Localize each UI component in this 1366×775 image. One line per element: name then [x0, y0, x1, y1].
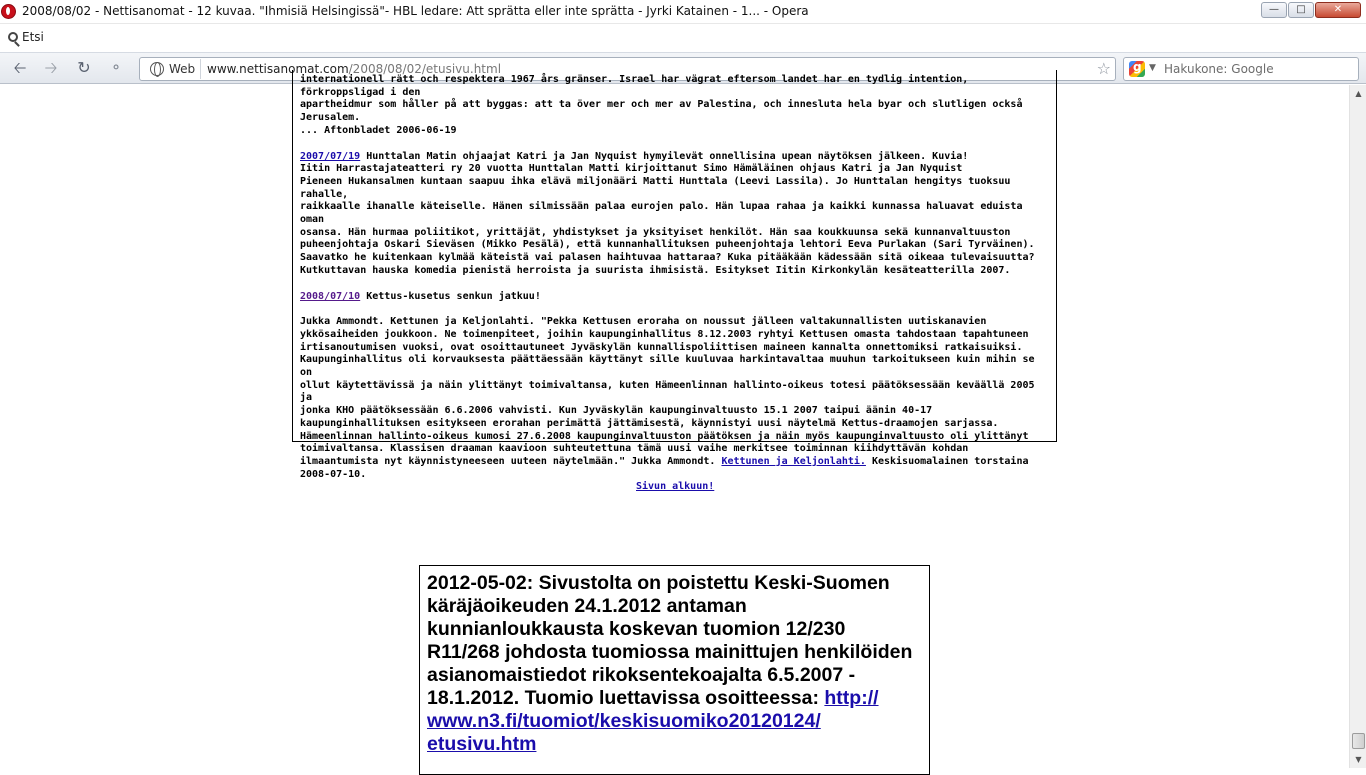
scrollbar-thumb[interactable] [1352, 733, 1365, 749]
url-path: /2008/08/02/etusivu.html [348, 62, 502, 76]
text-line: ykkösaiheiden joukkoon. Ne toimenpiteet, joihin kaupunginhallitus 8.12.2003 ryhtyi Kettusen omasta tahdostaan tapahtuneen [300, 328, 1029, 340]
text-segment: Keskisuomalainen torstaina [865, 455, 1029, 467]
search-menu-label: Etsi [22, 30, 44, 44]
window-titlebar [0, 0, 1366, 24]
chevron-down-icon[interactable]: ▼ [1149, 63, 1156, 73]
text-line: puheenjohtaja Oskari Sieväsen (Mikko Pesälä), että kunnanhallituksen puheenjohtaja lehtori Eeva Purlakan (Sari Tyrväinen). [300, 239, 1035, 251]
opera-logo-icon[interactable] [1, 4, 16, 19]
text-line: 2008-07-10. [300, 468, 367, 480]
news-entry [300, 291, 1048, 304]
text-line: ollut käytettävissä ja näin ylittänyt toimivaltansa, kuten Hämeenlinnan hallinto-oikeus totesi päätöksessään keväällä 2005 ja [300, 379, 1035, 404]
text-line: Pieneen Hukansalmen kuntaan saapuu ihka elävä miljonääri Matti Hunttala (Leevi Lassila). Jo Hunttalan hengitys tuoksuu rahalle, [300, 175, 1011, 200]
text-line [300, 456, 1048, 469]
scroll-up-icon[interactable]: ▲ [1355, 89, 1362, 98]
window-title: 2008/08/02 - Nettisanomat - 12 kuvaa. "Ihmisiä Helsingissä"- HBL ledare: Att sprätta eller inte sprätta - Jyrki Katainen - 1... - Opera [22, 4, 809, 18]
news-box [292, 70, 1057, 480]
text-line: apartheidmur som håller på att byggas: att ta över mer och mer av Palestina, och innesluta hela byar och slutligen också [300, 99, 1023, 111]
text-segment: ilmaantumista nyt käynnistyneeseen uuteen näytelmään." Jukka Ammondt. [300, 455, 722, 467]
text-line: toimivaltansa. Klassisen draaman kaavioon suhteutettuna tämä uusi vaihe merkitsee toiminnan kiihdyttävän kohdan [300, 443, 969, 455]
text-line: ... Aftonbladet 2006-06-19 [300, 124, 457, 136]
reload-icon[interactable]: ↻ [77, 58, 91, 77]
site-info-label: Web [169, 62, 196, 76]
news-entry-body [300, 316, 1048, 481]
bookmark-star-icon[interactable]: ☆ [1096, 59, 1111, 78]
site-info-badge[interactable] [141, 59, 201, 79]
notice-text [427, 572, 922, 756]
news-entry [300, 151, 1048, 278]
vertical-scrollbar[interactable] [1349, 85, 1366, 768]
text-line: Saavatko he kuitenkaan kylmää käteistä vai palasen haihtuvaa hattaraa? Kuka pitääkään kädessään sitä oikeaa tulevaisuutta? [300, 252, 1035, 264]
text-line: internationell rätt och respektera 1967 års gränser. Israel har vägrat eftersom landet har en tydlig intention, förkroppsligad i den [300, 74, 969, 98]
back-to-top-link[interactable]: Sivun alkuun! [636, 481, 715, 492]
date-link[interactable]: 2008/07/10 [300, 290, 361, 302]
wand-key-icon[interactable]: ⚬ [110, 60, 122, 76]
text-line: Kutkuttavan hauska komedia pienistä herroista ja suurista ihmisistä. Esitykset Iitin Kirkonkylän kesäteatterilla 2007. [300, 264, 1011, 276]
close-button[interactable]: ✕ [1315, 2, 1361, 18]
text-line: Jerusalem. [300, 112, 361, 124]
menu-bar [0, 24, 1366, 52]
text-line: Hämeenlinnan hallinto-oikeus kumosi 27.6.2008 kaupunginvaltuuston päätöksen ja näin myös kaupunginvaltuusto oli ylittänyt [300, 430, 1029, 442]
text-line: jonka KHO päätöksessään 6.6.2006 vahvisti. Kun Jyväskylän kaupunginvaltuusto 15.1 2007 taipui äänin 40-17 [300, 405, 933, 417]
maximize-button[interactable]: □ [1288, 2, 1314, 18]
source-link[interactable]: Kettunen ja Keljonlahti. [721, 455, 866, 467]
text-line: Iitin Harrastajateatteri ry 20 vuotta Hunttalan Matti kirjoittanut Simo Hämäläinen ohjaus Katri ja Jan Nyquist [300, 163, 963, 175]
text-line: osansa. Hän hurmaa poliitikot, yrittäjät, yhdistykset ja yksityiset henkilöt. Hän saa koukkuunsa sekä kunnanvaltuuston [300, 226, 1011, 238]
entry-headline: Kettus-kusetus senkun jatkuu! [360, 290, 541, 302]
url-host: www.nettisanomat.com [207, 62, 349, 76]
page-viewport [0, 74, 1349, 768]
text-line: raikkaalle ihanalle käteiselle. Hänen silmissään palaa eurojen palo. Hän lupaa rahaa ja kaikki kunnassa haluavat eduista oman [300, 201, 1023, 226]
text-line: kaupunginhallituksen esitykseen erorahan perimättä jättämisestä, käynnistyi uusi näytelmä Kettus-draamojen sarjassa. [300, 417, 999, 429]
minimize-button[interactable]: — [1261, 2, 1287, 18]
search-menu[interactable] [8, 30, 44, 44]
google-icon[interactable] [1129, 61, 1145, 77]
forward-arrow-icon[interactable]: 🡢 [44, 58, 58, 77]
globe-icon [150, 62, 164, 76]
search-field[interactable] [1123, 57, 1359, 81]
back-arrow-icon[interactable]: 🡠 [13, 58, 27, 77]
search-icon [8, 32, 18, 42]
quote-entry [300, 74, 1048, 138]
text-line: irtisanoutumisen vuoksi, ovat osoittautuneet Jyväskylän kunnallispoliittisen maineen kannalta onnettomiksi ratkaisuiksi. [300, 341, 1023, 353]
date-link[interactable]: 2007/07/19 [300, 150, 361, 162]
scroll-down-icon[interactable]: ▼ [1355, 755, 1362, 764]
notice-box [419, 565, 930, 775]
text-line: Jukka Ammondt. Kettunen ja Keljonlahti. "Pekka Kettusen eroraha on noussut jälleen valtakunnallisten uutiskanavien [300, 316, 987, 328]
entry-heading [300, 291, 1048, 304]
notice-body: 2012-05-02: Sivustolta on poistettu Keski-Suomen käräjäoikeuden 24.1.2012 antaman kunnianloukkausta koskevan tuomion 12/230 R11/268 johdosta tuomiossa mainittujen henkilöiden asianomaistiedot rikoksentekoajalta 6.5.2007 - 18.1.2012. Tuomio luettavissa osoitteessa: [427, 572, 913, 709]
entry-headline: Hunttalan Matin ohjaajat Katri ja Jan Nyquist hymyilevät onnellisina upean näytöksen jälkeen. Kuvia! [360, 150, 969, 162]
entry-heading [300, 151, 1048, 164]
verdict-link[interactable]: http:// www.n3.fi/tuomiot/keskisuomiko20120124/ etusivu.htm [427, 687, 879, 755]
text-line: Kaupunginhallitus oli korvauksesta päättäessään käyttänyt sille kuuluvaa harkintavaltaa muuhun tarkoitukseen kuin mihin se on [300, 354, 1035, 379]
search-field-placeholder: Hakukone: Google [1164, 62, 1274, 76]
